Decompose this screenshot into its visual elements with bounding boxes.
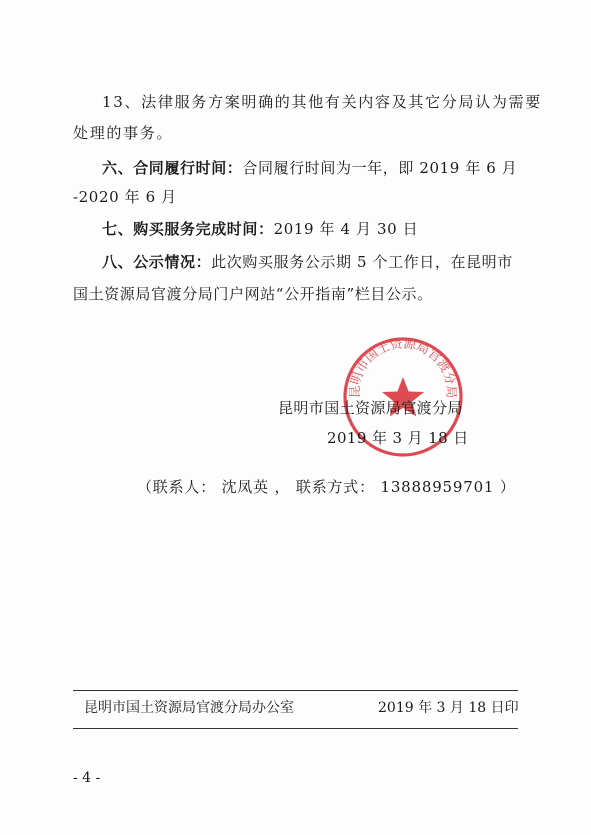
section8-line1 bbox=[102, 251, 513, 273]
signature-organization: 昆明市国土资源局官渡分局 bbox=[278, 399, 463, 417]
section7-line bbox=[102, 218, 418, 240]
footer-print-date: 2019 年 3 月 18 日印 bbox=[378, 700, 519, 716]
section6-heading: 六、合同履行时间： bbox=[102, 159, 243, 177]
section8-text: 此次购买服务公示期 5 个工作日，在昆明市 bbox=[211, 253, 513, 271]
contact-info: （联系人： 沈凤英 ， 联系方式： 13888959701 ） bbox=[137, 478, 516, 496]
footer-divider-top bbox=[73, 690, 518, 691]
section6-line1 bbox=[102, 157, 517, 179]
footer-divider-bottom bbox=[73, 728, 518, 729]
section6-text: 合同履行时间为一年，即 2019 年 6 月 bbox=[242, 159, 518, 177]
seal-text: 昆明市国土资源局官渡分局 bbox=[346, 335, 460, 399]
section7-text: 2019 年 4 月 30 日 bbox=[273, 220, 419, 238]
section8-line2: 国土资源局官渡分局门户网站“公开指南”栏目公示。 bbox=[73, 285, 433, 303]
section6-line2: -2020 年 6 月 bbox=[73, 188, 177, 206]
section7-heading: 七、购买服务完成时间： bbox=[102, 220, 274, 238]
section8-heading: 八、公示情况： bbox=[102, 253, 212, 271]
item13-line1: 13、法律服务方案明确的其他有关内容及其它分局认为需要 bbox=[102, 93, 542, 111]
footer-office: 昆明市国土资源局官渡分局办公室 bbox=[84, 700, 294, 716]
item13-line2: 处理的事务。 bbox=[73, 124, 174, 142]
page-number: - 4 - bbox=[73, 770, 101, 786]
signature-date: 2019 年 3 月 18 日 bbox=[327, 429, 469, 447]
